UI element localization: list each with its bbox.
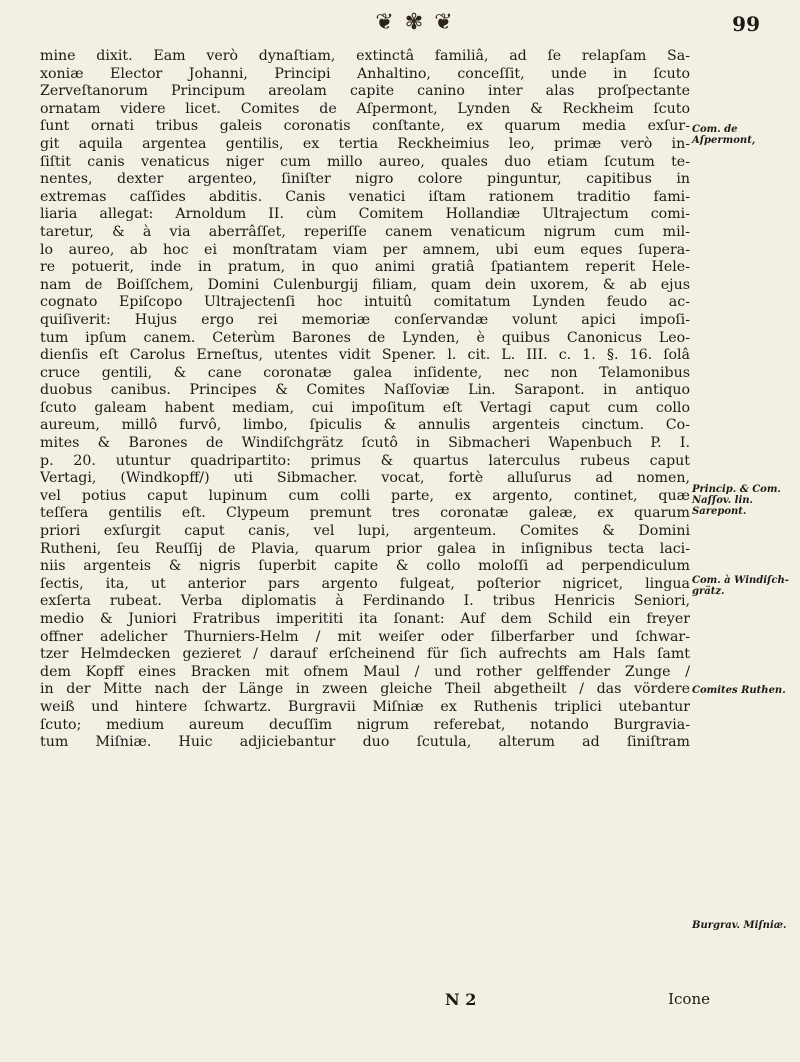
text-line: liaria allegat: Arnoldum II. cùm Comitem Hollandiæ Ultrajectum comi- xyxy=(40,206,690,223)
text-line: lo aureo, ab hoc ei monſtratam viam per amnem, ubi eum eques ſupera- xyxy=(40,241,690,258)
margin-note: Burgrav. Miſniæ. xyxy=(692,920,787,931)
text-line: git aquila argentea gentilis, ex tertia Reckheimius leo, primæ verò in- xyxy=(40,135,690,152)
text-line: nam de Boiſſchem, Domini Culenburgij filiam, quam dein uxorem, & ab ejus xyxy=(40,276,690,293)
margin-note: Comites Ruthen. xyxy=(692,685,786,696)
text-line: tzer Helmdecken gezieret / darauf erſcheinend für ſich aufrechts am Hals ſamt xyxy=(40,646,690,663)
text-line: ornatam videre licet. Comites de Aſpermont, Lynden & Reckheim ſcuto xyxy=(40,100,690,117)
text-line: nentes, dexter argenteo, ſiniſter nigro colore pinguntur, capitibus in xyxy=(40,171,690,188)
text-line: tum Miſniæ. Huic adjiciebantur duo ſcutula, alterum ad ſiniſtram xyxy=(40,734,690,751)
text-line: xoniæ Elector Johanni, Principi Anhaltino, conceſſit, unde in ſcuto xyxy=(40,65,690,82)
text-line: ſcuto galeam habent mediam, cui impoſitum eſt Vertagi caput cum collo xyxy=(40,399,690,416)
text-line: mine dixit. Eam verò dynaſtiam, extinctâ familiâ, ad ſe relapſam Sa- xyxy=(40,48,690,64)
text-line: quiſiverit: Hujus ergo rei memoriæ conſervandæ volunt apici impoſi- xyxy=(40,311,690,328)
text-line: duobus canibus. Principes & Comites Naſſoviæ Lin. Sarapont. in antiquo xyxy=(40,382,690,399)
text-line: weiß und hintere ſchwartz. Burgravii Miſniæ ex Ruthenis triplici utebantur xyxy=(40,698,690,715)
text-line: ſcuto; medium aureum decuſſim nigrum referebat, notando Burgravia- xyxy=(40,716,690,733)
text-line: mites & Barones de Windiſchgrätz ſcutô in Sibmacheri Wapenbuch P. I. xyxy=(40,435,690,452)
header-ornament: ❦ ✾ ❦ xyxy=(375,10,455,35)
text-line: priori exſurgit caput canis, vel lupi, argenteum. Comites & Domini xyxy=(40,523,690,540)
catchword: Icone xyxy=(668,990,710,1008)
main-text-block xyxy=(40,48,690,752)
text-line: ſectis, ita, ut anterior pars argento fulgeat, poſterior nigricet, lingua xyxy=(40,575,690,592)
text-line: vel potius caput lupinum cum colli parte, ex argento, continet, quæ xyxy=(40,487,690,504)
text-line: aureum, millô furvô, limbo, ſpiculis & annulis argenteis cinctum. Co- xyxy=(40,417,690,434)
margin-note: Princip. & Com. Naſſov. lin. Sarepont. xyxy=(692,484,781,517)
text-line: p. 20. utuntur quadripartito: primus & quartus laterculus rubeus caput xyxy=(40,452,690,469)
text-line: ſunt ornati tribus galeis coronatis conſtante, ex quarum media exſur- xyxy=(40,118,690,135)
text-line: taretur, & à via aberrâſſet, reperiſſe canem venaticum nigrum cum mil- xyxy=(40,223,690,240)
signature-mark: N 2 xyxy=(445,990,477,1009)
text-line: niis argenteis & nigris ſuperbit capite & collo moloſſi ad perpendiculum xyxy=(40,558,690,575)
text-line: Rutheni, ſeu Reuſſij de Plavia, quarum prior galea in inſignibus tecta laci- xyxy=(40,540,690,557)
text-line: in der Mitte nach der Länge in zween gleiche Theil abgetheilt / das vördere xyxy=(40,681,690,698)
text-line: exſerta rubeat. Verba diplomatis à Ferdinando I. tribus Henricis Seniori, xyxy=(40,593,690,610)
text-line: offner adelicher Thurniers-Helm / mit weiſer oder ſilberfarber und ſchwar- xyxy=(40,628,690,645)
text-line: cruce gentili, & cane coronatæ galea inſidente, nec non Telamonibus xyxy=(40,364,690,381)
page-footer xyxy=(40,990,760,1014)
text-line: ſiſtit canis venaticus niger cum millo aureo, quales duo etiam ſcutum te- xyxy=(40,153,690,170)
text-line: Vertagi, (Windkopff/) uti Sibmacher. vocat, fortè alluſurus ad nomen, xyxy=(40,470,690,487)
text-line: dienſis eſt Carolus Erneſtus, utentes vidit Spener. l. cit. L. III. c. 1. §. 16. ſolâ xyxy=(40,347,690,364)
margin-note: Com. de Aſpermont, xyxy=(692,124,756,146)
text-line: teſſera gentilis eſt. Clypeum premunt tres coronatæ galeæ, ex quarum xyxy=(40,505,690,522)
page-number: 99 xyxy=(732,12,760,36)
text-line: Zerveſtanorum Principum areolam capite canino inter alas proſpectante xyxy=(40,83,690,100)
page-header xyxy=(40,10,760,50)
text-line: medio & Juniori Fratribus imperititi ita ſonant: Auf dem Schild ein freyer xyxy=(40,611,690,627)
text-line: cognato Epiſcopo Ultrajectenſi hoc intuitû comitatum Lynden feudo ac- xyxy=(40,294,690,311)
margin-note: Com. à Windiſch-grätz. xyxy=(692,575,789,597)
text-line: dem Kopff eines Bracken mit ofnem Maul / und rother gelffender Zunge / xyxy=(40,663,690,680)
text-line: extremas caſſides abditis. Canis venatici iſtam rationem traditio fami- xyxy=(40,188,690,205)
text-line: re potuerit, inde in pratum, in quo animi gratiâ ſpatiantem reperit Hele- xyxy=(40,259,690,276)
text-line: tum ipſum canem. Ceterùm Barones de Lynden, è quibus Canonicus Leo- xyxy=(40,329,690,346)
